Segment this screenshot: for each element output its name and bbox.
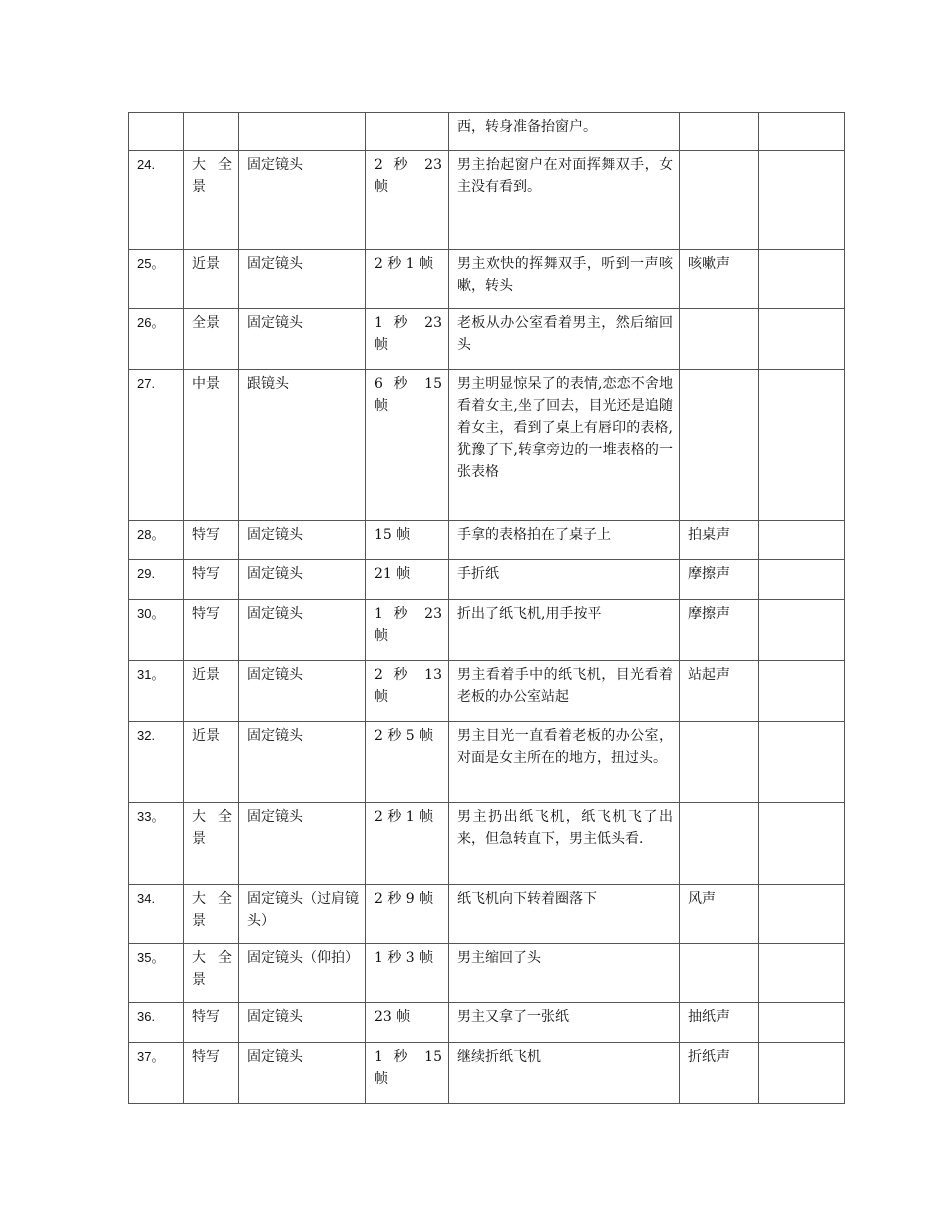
shot-duration-cell: 1 秒 23 帧: [366, 600, 449, 661]
table-row: [129, 521, 845, 560]
table-row: [129, 600, 845, 661]
storyboard-table: [128, 112, 845, 1104]
note-cell: [759, 944, 845, 1003]
camera-movement-cell: 固定镜头（过肩镜头）: [239, 885, 366, 944]
shot-number-cell: 25。: [129, 250, 184, 309]
shot-content-cell: 男主欢快的挥舞双手，听到一声咳嗽，转头: [449, 250, 680, 309]
shot-number-cell: 33。: [129, 803, 184, 885]
shot-number-cell: [129, 113, 184, 151]
shot-size-cell: 大全景: [184, 803, 239, 885]
table-row: [129, 661, 845, 722]
note-cell: [759, 560, 845, 600]
shot-content-cell: 男主明显惊呆了的表情,恋恋不舍地看着女主,坐了回去，目光还是追随着女主，看到了桌上有唇印的表格,犹豫了下,转拿旁边的一堆表格的一张表格: [449, 370, 680, 521]
shot-content-cell: 男主扔出纸飞机，纸飞机飞了出来，但急转直下，男主低头看.: [449, 803, 680, 885]
note-cell: [759, 113, 845, 151]
sound-effect-cell: [680, 370, 759, 521]
sound-effect-cell: [680, 151, 759, 250]
shot-size-cell: 近景: [184, 722, 239, 803]
shot-number-cell: 32.: [129, 722, 184, 803]
table-row: [129, 803, 845, 885]
shot-duration-cell: 2 秒 9 帧: [366, 885, 449, 944]
shot-content-cell: 手拿的表格拍在了桌子上: [449, 521, 680, 560]
camera-movement-cell: 固定镜头: [239, 250, 366, 309]
camera-movement-cell: 固定镜头: [239, 803, 366, 885]
sound-effect-cell: [680, 309, 759, 370]
shot-number-cell: 36.: [129, 1003, 184, 1043]
note-cell: [759, 309, 845, 370]
sound-effect-cell: [680, 803, 759, 885]
shot-size-cell: 特写: [184, 521, 239, 560]
table-row: [129, 309, 845, 370]
shot-number-cell: 34.: [129, 885, 184, 944]
shot-duration-cell: 2 秒 5 帧: [366, 722, 449, 803]
shot-duration-cell: 21 帧: [366, 560, 449, 600]
shot-size-cell: 特写: [184, 560, 239, 600]
note-cell: [759, 600, 845, 661]
camera-movement-cell: [239, 113, 366, 151]
shot-number-cell: 37。: [129, 1043, 184, 1104]
shot-number-cell: 27.: [129, 370, 184, 521]
shot-duration-cell: 2 秒 23 帧: [366, 151, 449, 250]
table-row: [129, 722, 845, 803]
shot-content-cell: 老板从办公室看着男主，然后缩回头: [449, 309, 680, 370]
shot-size-cell: 大全景: [184, 885, 239, 944]
table-row: [129, 113, 845, 151]
camera-movement-cell: 固定镜头: [239, 661, 366, 722]
shot-number-cell: 30。: [129, 600, 184, 661]
shot-duration-cell: 6 秒 15 帧: [366, 370, 449, 521]
note-cell: [759, 151, 845, 250]
shot-content-cell: 西，转身准备抬窗户。: [449, 113, 680, 151]
sound-effect-cell: 折纸声: [680, 1043, 759, 1104]
table-row: [129, 1043, 845, 1104]
sound-effect-cell: 抽纸声: [680, 1003, 759, 1043]
shot-duration-cell: 2 秒 1 帧: [366, 250, 449, 309]
shot-content-cell: 手折纸: [449, 560, 680, 600]
shot-duration-cell: 23 帧: [366, 1003, 449, 1043]
camera-movement-cell: 固定镜头: [239, 560, 366, 600]
shot-size-cell: 全景: [184, 309, 239, 370]
note-cell: [759, 1003, 845, 1043]
camera-movement-cell: 固定镜头: [239, 521, 366, 560]
shot-number-cell: 24.: [129, 151, 184, 250]
note-cell: [759, 521, 845, 560]
shot-content-cell: 男主又拿了一张纸: [449, 1003, 680, 1043]
note-cell: [759, 1043, 845, 1104]
shot-duration-cell: 1 秒 23 帧: [366, 309, 449, 370]
shot-content-cell: 男主看着手中的纸飞机，目光看着老板的办公室站起: [449, 661, 680, 722]
shot-number-cell: 28。: [129, 521, 184, 560]
sound-effect-cell: [680, 944, 759, 1003]
shot-size-cell: 近景: [184, 250, 239, 309]
shot-duration-cell: 1 秒 15 帧: [366, 1043, 449, 1104]
shot-content-cell: 男主缩回了头: [449, 944, 680, 1003]
shot-duration-cell: 15 帧: [366, 521, 449, 560]
sound-effect-cell: [680, 722, 759, 803]
table-row: [129, 151, 845, 250]
shot-size-cell: 大全景: [184, 151, 239, 250]
table-row: [129, 885, 845, 944]
camera-movement-cell: 固定镜头: [239, 1043, 366, 1104]
sound-effect-cell: 摩擦声: [680, 600, 759, 661]
shot-content-cell: 男主抬起窗户在对面挥舞双手，女主没有看到。: [449, 151, 680, 250]
sound-effect-cell: 风声: [680, 885, 759, 944]
camera-movement-cell: 固定镜头: [239, 600, 366, 661]
shot-size-cell: 特写: [184, 1043, 239, 1104]
camera-movement-cell: 跟镜头: [239, 370, 366, 521]
shot-number-cell: 26。: [129, 309, 184, 370]
sound-effect-cell: 咳嗽声: [680, 250, 759, 309]
table-row: [129, 560, 845, 600]
note-cell: [759, 885, 845, 944]
sound-effect-cell: [680, 113, 759, 151]
sound-effect-cell: 摩擦声: [680, 560, 759, 600]
table-row: [129, 250, 845, 309]
table-row: [129, 944, 845, 1003]
shot-content-cell: 折出了纸飞机,用手按平: [449, 600, 680, 661]
note-cell: [759, 661, 845, 722]
shot-size-cell: [184, 113, 239, 151]
shot-duration-cell: [366, 113, 449, 151]
shot-content-cell: 继续折纸飞机: [449, 1043, 680, 1104]
note-cell: [759, 722, 845, 803]
camera-movement-cell: 固定镜头: [239, 722, 366, 803]
shot-content-cell: 纸飞机向下转着圈落下: [449, 885, 680, 944]
shot-size-cell: 中景: [184, 370, 239, 521]
shot-content-cell: 男主目光一直看着老板的办公室，对面是女主所在的地方，扭过头。: [449, 722, 680, 803]
shot-number-cell: 35。: [129, 944, 184, 1003]
note-cell: [759, 803, 845, 885]
shot-duration-cell: 2 秒 13 帧: [366, 661, 449, 722]
shot-size-cell: 特写: [184, 1003, 239, 1043]
sound-effect-cell: 拍桌声: [680, 521, 759, 560]
camera-movement-cell: 固定镜头: [239, 309, 366, 370]
note-cell: [759, 250, 845, 309]
shot-number-cell: 29.: [129, 560, 184, 600]
table-row: [129, 1003, 845, 1043]
camera-movement-cell: 固定镜头: [239, 151, 366, 250]
shot-duration-cell: 2 秒 1 帧: [366, 803, 449, 885]
shot-duration-cell: 1 秒 3 帧: [366, 944, 449, 1003]
shot-size-cell: 大全景: [184, 944, 239, 1003]
sound-effect-cell: 站起声: [680, 661, 759, 722]
shot-number-cell: 31。: [129, 661, 184, 722]
camera-movement-cell: 固定镜头: [239, 1003, 366, 1043]
table-body: [129, 113, 845, 1104]
shot-size-cell: 近景: [184, 661, 239, 722]
camera-movement-cell: 固定镜头（仰拍）: [239, 944, 366, 1003]
table-row: [129, 370, 845, 521]
shot-size-cell: 特写: [184, 600, 239, 661]
note-cell: [759, 370, 845, 521]
